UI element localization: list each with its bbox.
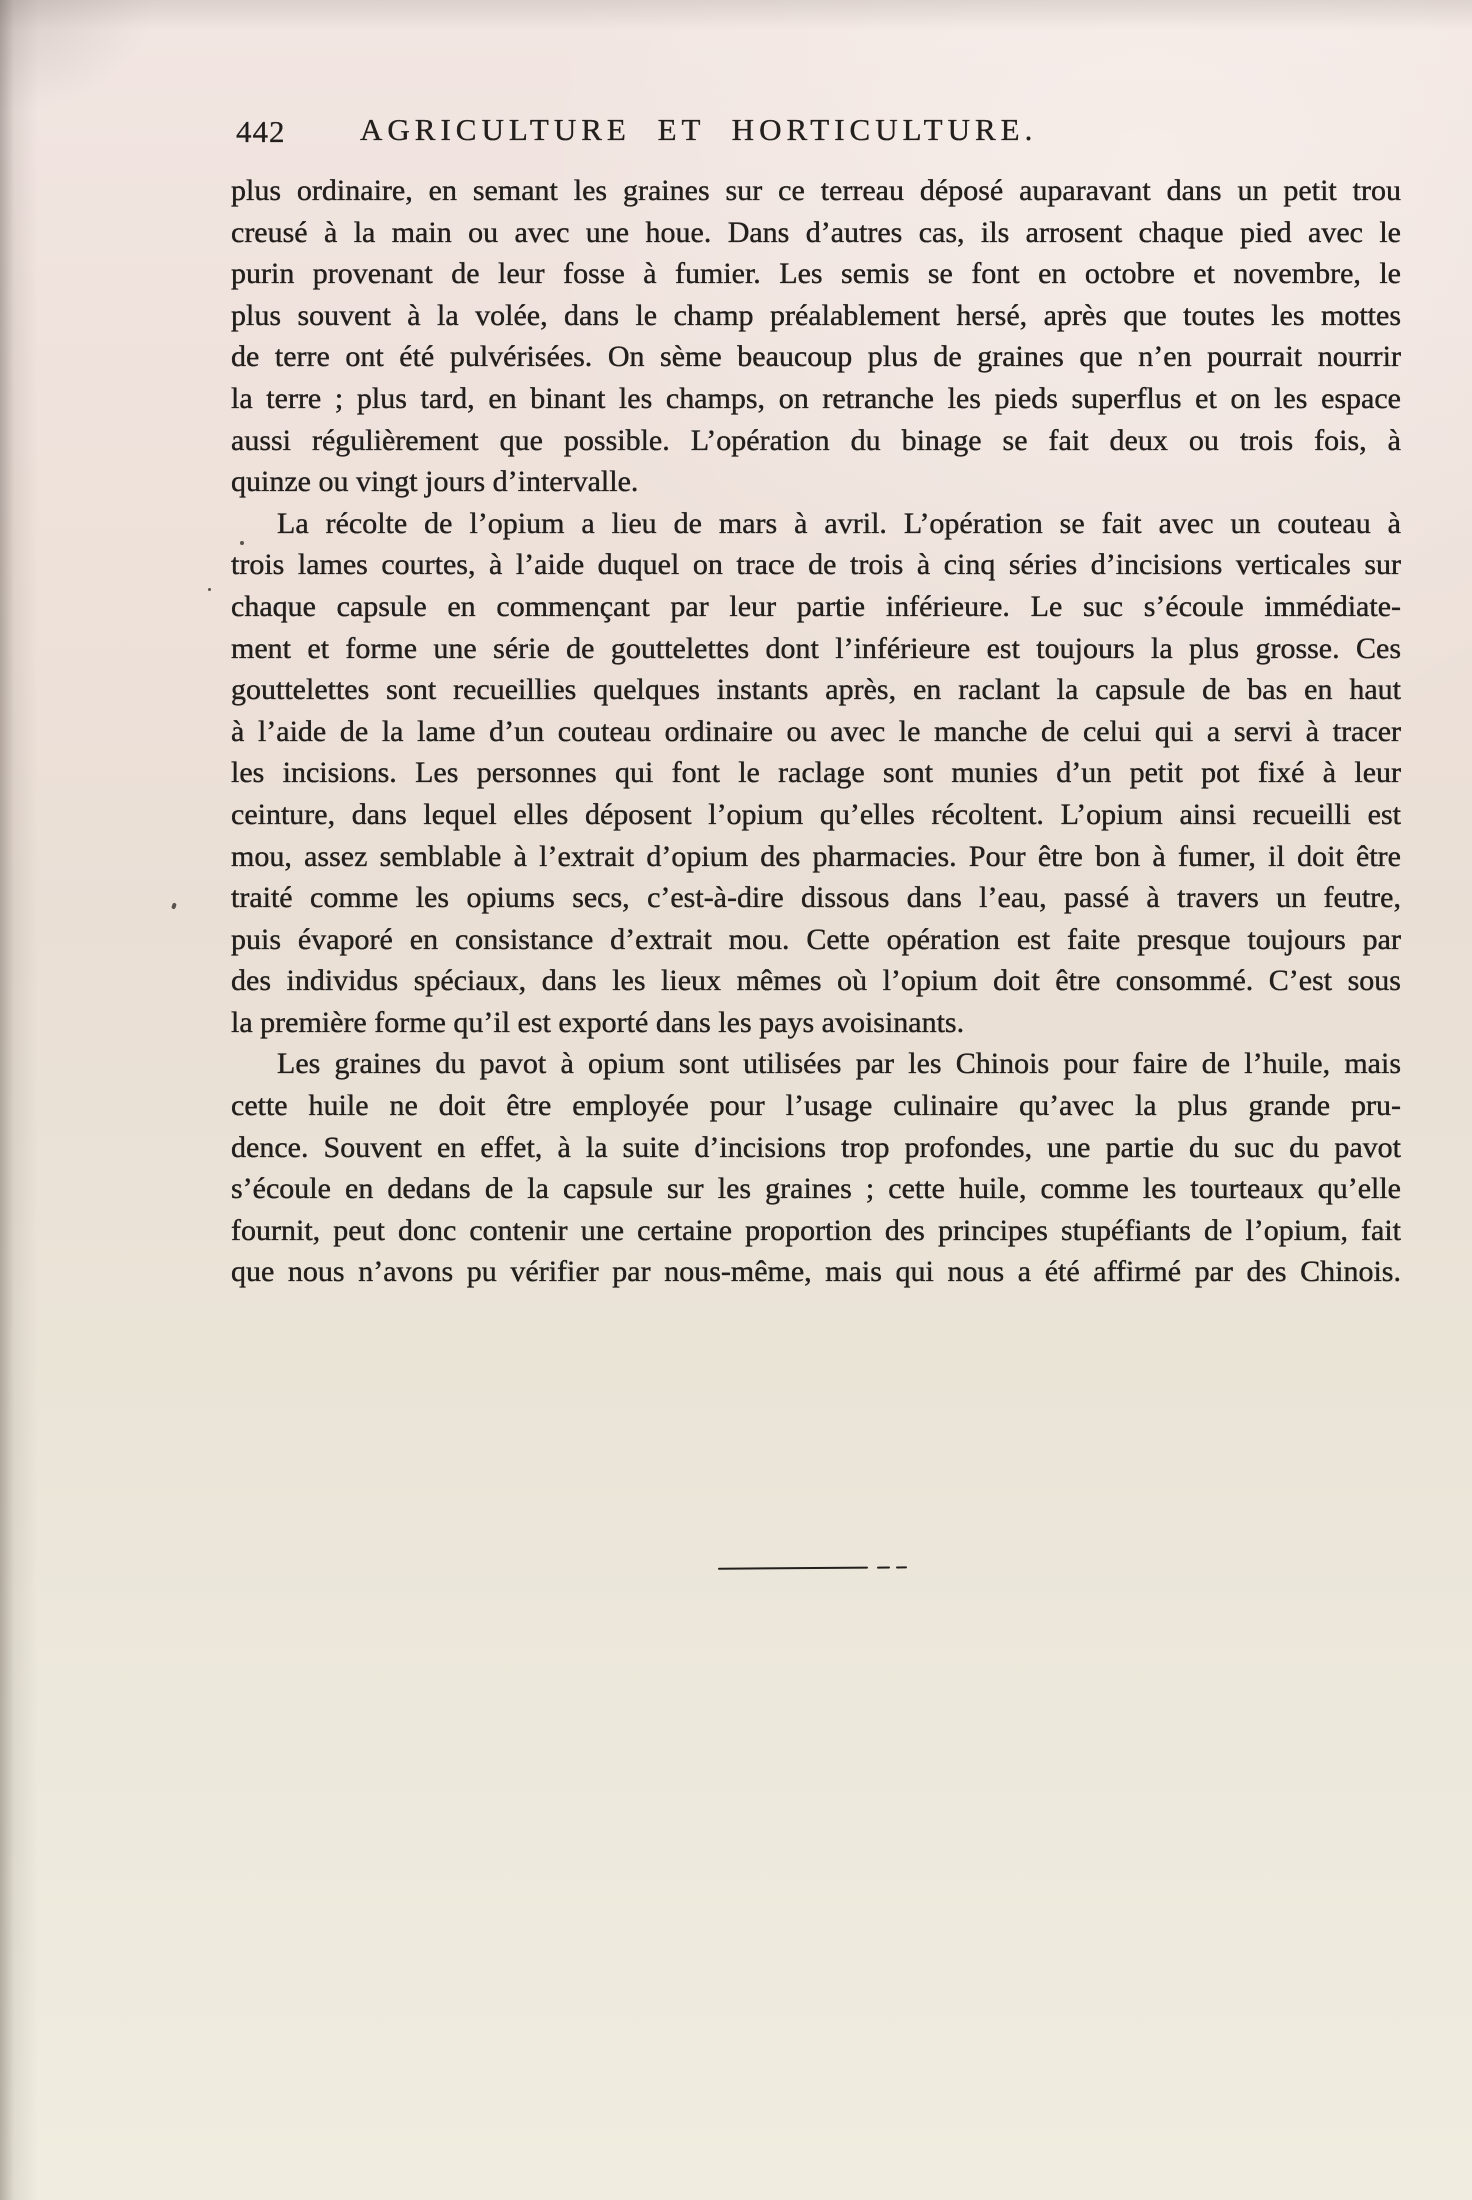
ink-speck	[171, 902, 177, 909]
page-number: 442	[236, 114, 286, 149]
text-line: ment et forme une série de gouttelettes dont l’inférieure est toujours la plus grosse. Ces	[231, 631, 1401, 665]
text-line: s’écoule en dedans de la capsule sur les graines ; cette huile, comme les tourteaux qu’elle	[231, 1172, 1401, 1206]
text-line: les incisions. Les personnes qui font le raclage sont munies d’un petit pot fixé à leur	[231, 756, 1401, 790]
text-line: puis évaporé en consistance d’extrait mou. Cette opération est faite presque toujours par	[231, 922, 1401, 956]
text-line: des individus spéciaux, dans les lieux mêmes où l’opium doit être consommé. C’est sous	[231, 964, 1401, 998]
text-line: gouttelettes sont recueillies quelques instants après, en raclant la capsule de bas en haut	[231, 673, 1401, 707]
text-line: fournit, peut donc contenir une certaine proportion des principes stupéfiants de l’opium, fait	[231, 1213, 1401, 1247]
text-line: la première forme qu’il est exporté dans les pays avoisinants.	[231, 1005, 965, 1039]
section-divider-rule	[718, 1565, 918, 1570]
text-line: traité comme les opiums secs, c’est-à-dire dissous dans l’eau, passé à travers un feutre,	[231, 881, 1401, 915]
text-line: dence. Souvent en effet, à la suite d’incisions trop profondes, une partie du suc du pavot	[231, 1130, 1401, 1164]
ink-speck	[240, 541, 244, 545]
text-line: purin provenant de leur fosse à fumier. Les semis se font en octobre et novembre, le	[231, 257, 1401, 291]
text-line: la terre ; plus tard, en binant les champs, on retranche les pieds superflus et on les espace	[231, 381, 1401, 415]
text-line: trois lames courtes, à l’aide duquel on trace de trois à cinq séries d’incisions verticales sur	[231, 548, 1401, 582]
text-line: Les graines du pavot à opium sont utilisées par les Chinois pour faire de l’huile, mais	[277, 1047, 1401, 1081]
text-line: creusé à la main ou avec une houe. Dans d’autres cas, ils arrosent chaque pied avec le	[231, 215, 1401, 249]
running-header-title: AGRICULTURE ET HORTICULTURE.	[360, 112, 1038, 147]
text-line: La récolte de l’opium a lieu de mars à avril. L’opération se fait avec un couteau à	[277, 506, 1401, 540]
text-line: cette huile ne doit être employée pour l’usage culinaire qu’avec la plus grande pru-	[231, 1089, 1401, 1123]
text-line: quinze ou vingt jours d’intervalle.	[231, 465, 639, 499]
ink-speck	[208, 588, 211, 591]
text-line: plus souvent à la volée, dans le champ préalablement hersé, après que toutes les mottes	[231, 298, 1401, 332]
text-line: ceinture, dans lequel elles déposent l’opium qu’elles récoltent. L’opium ainsi recueilli est	[231, 797, 1401, 831]
text-line: à l’aide de la lame d’un couteau ordinaire ou avec le manche de celui qui a servi à tracer	[231, 714, 1401, 748]
text-block	[231, 170, 1401, 1293]
text-line: chaque capsule en commençant par leur partie inférieure. Le suc s’écoule immédiate-	[231, 589, 1401, 623]
text-line: plus ordinaire, en semant les graines sur ce terreau déposé auparavant dans un petit trou	[231, 174, 1401, 207]
text-line: aussi régulièrement que possible. L’opération du binage se fait deux ou trois fois, à	[231, 423, 1401, 457]
rule-dash	[877, 1566, 890, 1568]
text-line: mou, assez semblable à l’extrait d’opium des pharmacies. Pour être bon à fumer, il doit être	[231, 839, 1401, 873]
text-line: que nous n’avons pu vérifier par nous-même, mais qui nous a été affirmé par des Chinois.	[231, 1255, 1401, 1289]
rule-dash	[896, 1566, 907, 1568]
text-line: de terre ont été pulvérisées. On sème beaucoup plus de graines que n’en pourrait nourrir	[231, 340, 1401, 374]
rule-segment	[718, 1566, 868, 1569]
